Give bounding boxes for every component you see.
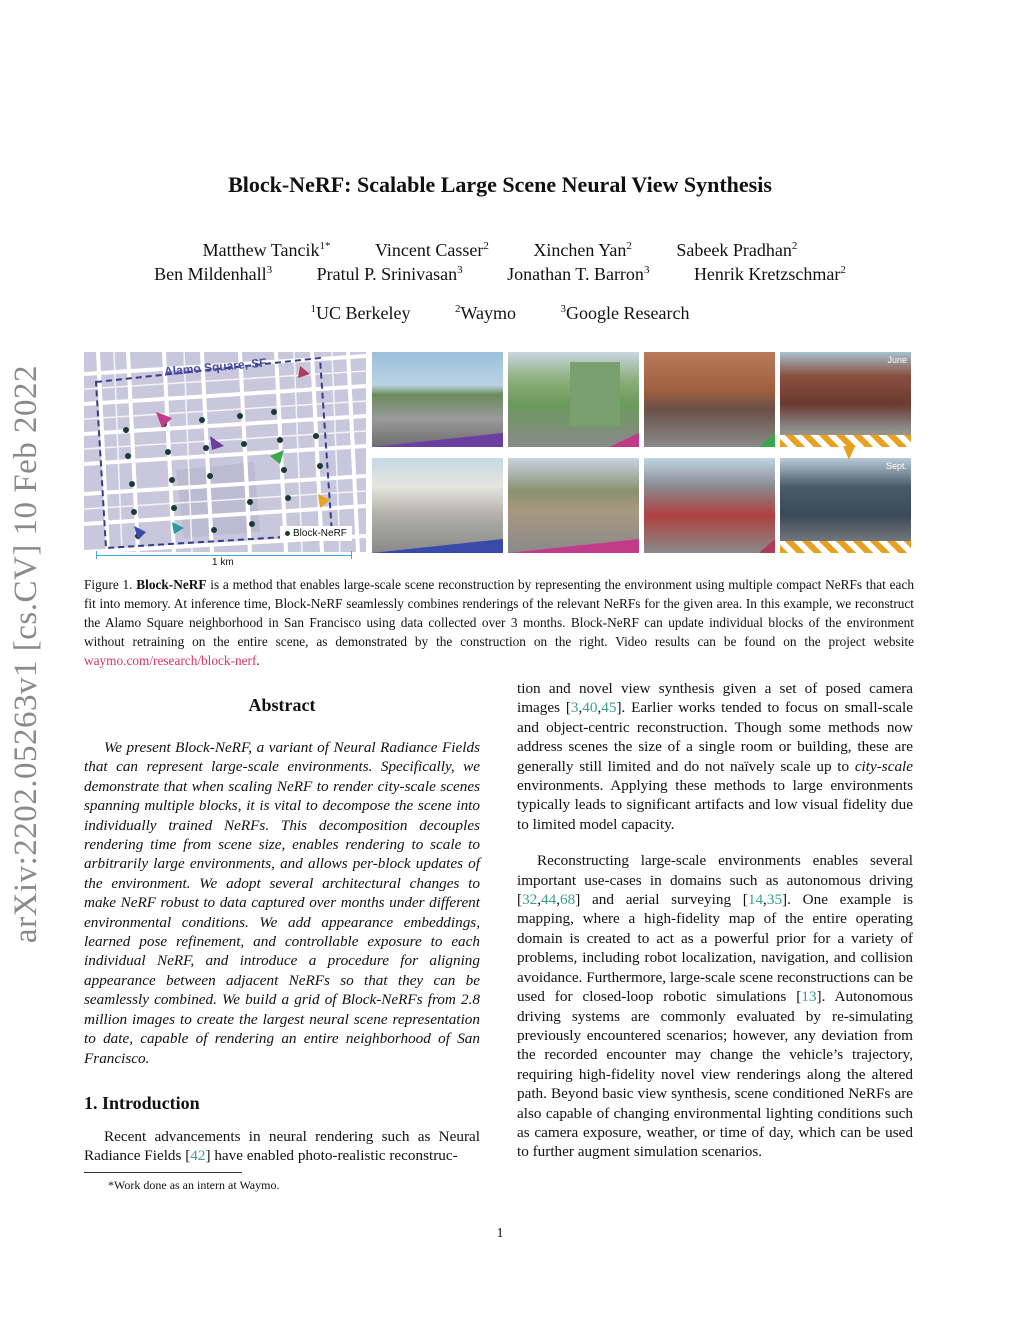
citation-link[interactable]: 14 [747,891,764,909]
affiliation: $^1$UC Berkeley [310,303,411,323]
affiliations [0,303,1000,324]
map-legend [280,526,352,541]
author: Ben Mildenhall$^3$ [154,264,273,284]
author-row-2 [0,264,1000,285]
right-paragraph-1: tion and novel view synthesis given a set of posed camera images [3,40,45]. Earlier works tended to focus on small-scale and object-centric reconstruction. Though some methods now address scenes the size of a single room or building, these are generally still limited and do not naïvely scale up to city-scale environments. Applying these methods to large environments typically leads to significant artifacts and low visual fidelity due to limited model capacity. [517,680,913,833]
legend-dot-icon [285,531,290,536]
scale-bar [96,555,352,556]
abstract-heading: Abstract [248,695,316,715]
render-thumbnail [508,458,639,553]
figure-caption: Figure 1. Block-NeRF is a method that enables large-scale scene reconstruction by representing the environment using multiple compact NeRFs that each fit into memory. At inference time, Block-NeRF seamlessly combines renderings of the relevant NeRFs for the given area. In this example, we reconstruct the Alamo Square neighborhood in San Francisco using data collected over 3 months. Block-NeRF can update individual blocks of the environment without retraining on the entire scene, as demonstrated by the construction on the right. Video results can be found on the project website waymo.com/research/block-nerf. [84,577,914,668]
arxiv-identifier: arXiv:2202.05263v1 [cs.CV] 10 Feb 2022 [8,364,44,944]
abstract-body: We present Block-NeRF, a variant of Neural Radiance Fields that can represent large-scale environments. Specifically, we demonstrate that when scaling NeRF to render city-scale scenes spanning multiple blocks, it is vital to decompose the scene into individually trained NeRFs. This decomposition decouples rendering time from scene size, enables rendering to scale to arbitrarily large environments, and allows per-block updates of the environment. We adopt several architectural changes to make NeRF robust to data captured over months under different environmental conditions. We add appearance embeddings, learned pose refinement, and controllable exposure to each individual NeRF, and introduce a procedure for aligning appearance between adjacent NeRFs so that they can be seamlessly combined. We build a grid of Block-NeRFs from 2.8 million images to create the largest neural scene representation to date, capable of rendering an entire neighborhood of San Francisco. [84,739,480,1067]
author: Vincent Casser$^2$ [375,240,489,260]
intro-heading: 1. Introduction [84,1093,200,1113]
author: Jonathan T. Barron$^3$ [507,264,650,284]
render-thumbnail [644,352,775,447]
render-thumbnail [780,458,911,553]
author: Sabeek Pradhan$^2$ [676,240,798,260]
paper-title: Block-NeRF: Scalable Large Scene Neural View Synthesis [228,172,772,197]
arrow-down-icon [843,446,855,460]
render-thumbnail [372,458,503,553]
render-thumbnail [372,352,503,447]
intro-paragraph: Recent advancements in neural rendering such as Neural Radiance Fields [42] have enabled photo-realistic reconstruc- [84,1128,480,1165]
right-column [517,679,913,1162]
citation-link[interactable]: 13 [801,988,817,1006]
footnote: *Work done as an intern at Waymo. [108,1178,280,1192]
citation-link[interactable]: 35 [766,891,783,909]
citation-link[interactable]: 42 [190,1147,206,1165]
citation-link[interactable]: 32 [522,891,538,909]
citation-link[interactable]: 3 [570,699,579,717]
map-streets [84,352,366,552]
page-number: 1 [496,1226,504,1241]
affiliation: $^3$Google Research [560,303,690,323]
map-panel [84,352,366,552]
render-thumbnail [644,458,775,553]
footnote-rule [84,1172,242,1173]
author: Matthew Tancik$^{1*}$ [202,240,331,260]
label-sept: Sept. [885,461,907,471]
map-title: Alamo Square, SF [163,355,268,379]
author: Pratul P. Srinivasan$^3$ [316,264,463,284]
scale-tick [351,551,352,559]
citation-link[interactable]: 68 [560,891,576,909]
render-thumbnail [508,352,639,447]
author-row-1 [0,240,1000,261]
right-paragraph-2: Reconstructing large-scale environments enables several important use-cases in domains such as autonomous driving [32,44,68] and aerial surveying [14,35]. One example is mapping, where a high-fidelity map of the entire operating domain is created to act as a powerful prior for a variety of problems, including robot localization, navigation, and collision avoidance. Furthermore, large-scale scene reconstructions can be used for closed-loop robotic simulations [13]. Autonomous driving systems are commonly evaluated by re-simulating previously encountered scenarios; however, any deviation from the recorded encounter may change the vehicle’s trajectory, requiring high-fidelity novel view renderings along the altered path. Beyond basic view synthesis, scene conditioned NeRFs are also capable of changing environmental lighting conditions such as camera exposure, weather, or time of day, which can be used to further augment simulation scenarios. [517,852,913,1161]
scale-tick [96,551,97,559]
author: Xinchen Yan$^2$ [533,240,632,260]
citation-link[interactable]: 40 [582,699,598,717]
label-june: June [887,355,907,365]
render-thumbnail [780,352,911,447]
citation-link[interactable]: 44 [541,891,557,909]
affiliation: $^2$Waymo [454,303,517,323]
citation-link[interactable]: 45 [601,699,617,717]
legend-label: Block-NeRF [293,528,347,539]
author: Henrik Kretzschmar$^2$ [693,264,846,284]
scale-label: 1 km [212,557,234,568]
project-link[interactable]: waymo.com/research/block-nerf [84,653,257,668]
